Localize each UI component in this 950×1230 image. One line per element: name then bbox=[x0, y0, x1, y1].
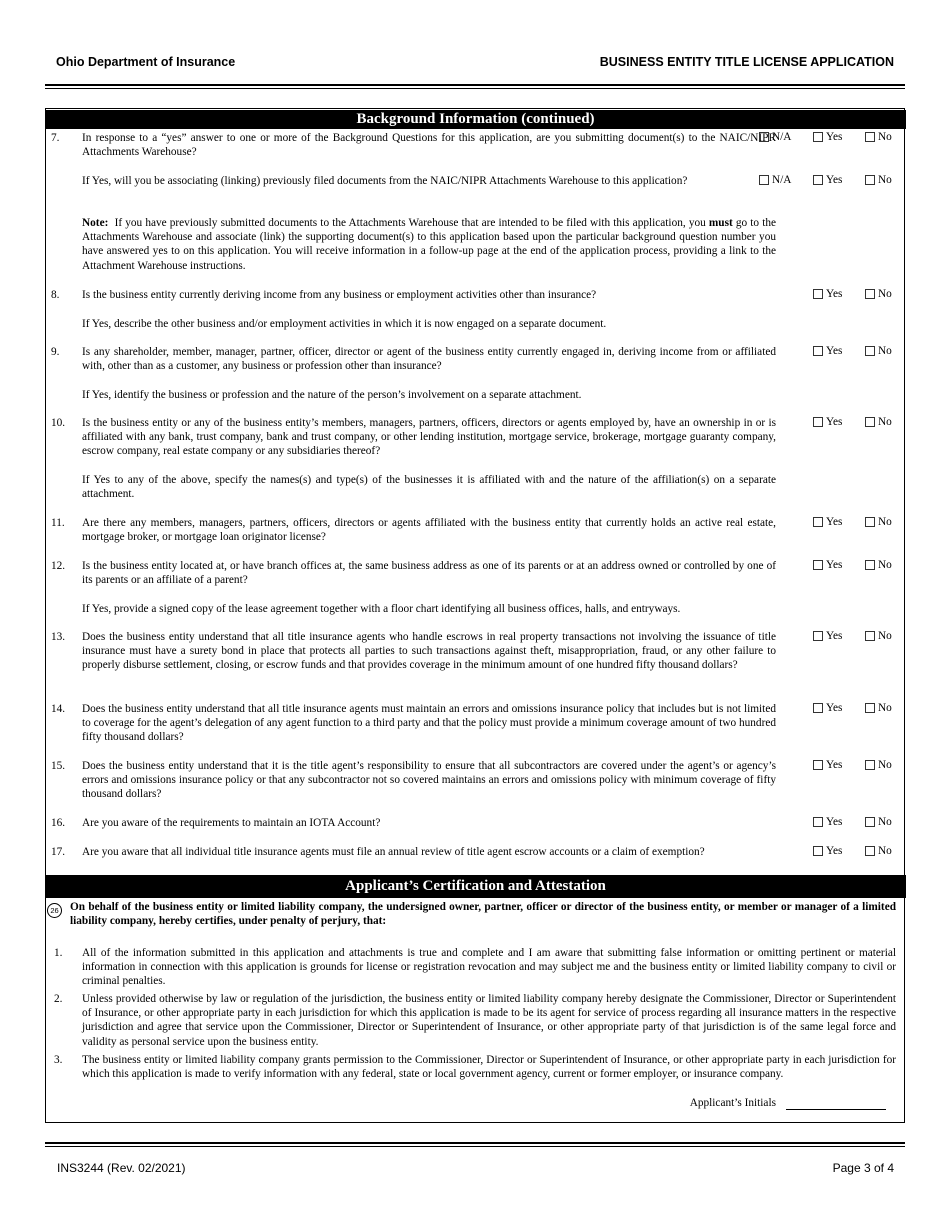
checkbox-no[interactable] bbox=[865, 345, 892, 357]
checkbox-yes[interactable] bbox=[813, 345, 842, 357]
question-text: Is the business entity currently deriving income from any business or employment activities other than insurance? bbox=[82, 289, 597, 301]
checkbox-label: Yes bbox=[826, 759, 843, 771]
checkbox-box[interactable] bbox=[813, 289, 823, 299]
checkbox-box[interactable] bbox=[759, 175, 769, 185]
question-text: Are you aware that all individual title insurance agents must file an annual review of title agent escrow accounts or a claim of exemption? bbox=[82, 846, 705, 858]
question-number: 9. bbox=[51, 346, 60, 358]
checkbox-box[interactable] bbox=[813, 817, 823, 827]
checkbox-yes[interactable] bbox=[813, 816, 842, 828]
checkbox-label: No bbox=[878, 345, 892, 357]
checkbox-yes[interactable] bbox=[813, 288, 842, 300]
question-number: 17. bbox=[51, 846, 66, 858]
checkbox-label: Yes bbox=[826, 630, 843, 642]
checkbox-box[interactable] bbox=[813, 560, 823, 570]
section-title-certification: Applicant’s Certification and Attestation bbox=[45, 875, 906, 898]
checkbox-label: No bbox=[878, 630, 892, 642]
question-followup: If Yes, provide a signed copy of the lease agreement together with a floor chart identifying all business offices, halls, and entryways. bbox=[82, 603, 681, 615]
checkbox-box[interactable] bbox=[813, 132, 823, 142]
checkbox-box[interactable] bbox=[813, 703, 823, 713]
footer-page-number: Page 3 of 4 bbox=[832, 1161, 894, 1175]
checkbox-na[interactable] bbox=[759, 174, 791, 186]
question-text: Is the business entity located at, or have branch offices at, the same business address as one of its parents or at an address owned or controlled by one of its parents or an affiliate of a parent? bbox=[82, 560, 776, 587]
checkbox-label: Yes bbox=[826, 131, 843, 143]
checkbox-box[interactable] bbox=[813, 175, 823, 185]
checkbox-box[interactable] bbox=[865, 175, 875, 185]
checkbox-no[interactable] bbox=[865, 174, 892, 186]
checkbox-na[interactable] bbox=[759, 131, 791, 143]
checkbox-yes[interactable] bbox=[813, 702, 842, 714]
checkbox-label: No bbox=[878, 516, 892, 528]
checkbox-box[interactable] bbox=[865, 346, 875, 356]
checkbox-yes[interactable] bbox=[813, 416, 842, 428]
note-text-post: go to the Attachments Warehouse and associate (link) the supporting document(s) to this application based upon the particular background question number you have answered yes to on this application. You will receive information in a follow-up page at the end of the application process, providing a link to the Attachment Warehouse instructions. bbox=[82, 217, 776, 272]
checkbox-box[interactable] bbox=[813, 631, 823, 641]
checkbox-no[interactable] bbox=[865, 516, 892, 528]
question-number: 10. bbox=[51, 417, 66, 429]
checkbox-label: No bbox=[878, 174, 892, 186]
checkbox-box[interactable] bbox=[865, 631, 875, 641]
checkbox-label: No bbox=[878, 816, 892, 828]
attestation-text: All of the information submitted in this application and attachments is true and complete and I am aware that submitting false information or omitting pertinent or material information in connection with this application is grounds for license or registration revocation and may subject me and the business entity or limited liability company to civil or criminal penalties. bbox=[82, 947, 896, 988]
question-text: Are you aware of the requirements to maintain an IOTA Account? bbox=[82, 817, 381, 829]
checkbox-label: No bbox=[878, 845, 892, 857]
section-title-background: Background Information (continued) bbox=[45, 110, 906, 129]
checkbox-label: N/A bbox=[772, 131, 792, 143]
question-number: 14. bbox=[51, 703, 66, 715]
question-followup: If Yes to any of the above, specify the names(s) and type(s) of the businesses it is affiliated with and the nature of the affiliation(s) on a separate attachment. bbox=[82, 474, 776, 501]
checkbox-label: No bbox=[878, 559, 892, 571]
checkbox-box[interactable] bbox=[865, 132, 875, 142]
question-followup: If Yes, describe the other business and/or employment activities in which it is now engaged on a separate document. bbox=[82, 318, 607, 330]
header-rule bbox=[45, 84, 905, 89]
initials-field[interactable] bbox=[786, 1109, 886, 1110]
checkbox-no[interactable] bbox=[865, 759, 892, 771]
attestation-number: 1. bbox=[54, 947, 63, 959]
checkbox-box[interactable] bbox=[813, 417, 823, 427]
question-text: Does the business entity understand that all title insurance agents must maintain an errors and omissions insurance policy that includes but is not limited to coverage for the agent’s delegation of any agent function to a third party and that the policy must provide a minimum coverage amount of two hundred fifty thousand dollars? bbox=[82, 703, 776, 744]
checkbox-no[interactable] bbox=[865, 559, 892, 571]
question-text: In response to a “yes” answer to one or more of the Background Questions for this application, are you submitting document(s) to the NAIC/NIPR Attachments Warehouse? bbox=[82, 132, 776, 159]
checkbox-no[interactable] bbox=[865, 288, 892, 300]
question-number: 8. bbox=[51, 289, 60, 301]
checkbox-no[interactable] bbox=[865, 630, 892, 642]
question-number: 11. bbox=[51, 517, 65, 529]
question-number: 13. bbox=[51, 631, 66, 643]
checkbox-label: Yes bbox=[826, 702, 843, 714]
checkbox-label: Yes bbox=[826, 845, 843, 857]
checkbox-no[interactable] bbox=[865, 131, 892, 143]
checkbox-label: Yes bbox=[826, 288, 843, 300]
question-number: 12. bbox=[51, 560, 66, 572]
question-number: 7. bbox=[51, 132, 60, 144]
checkbox-box[interactable] bbox=[865, 703, 875, 713]
checkbox-box[interactable] bbox=[813, 346, 823, 356]
checkbox-label: Yes bbox=[826, 559, 843, 571]
checkbox-yes[interactable] bbox=[813, 174, 842, 186]
checkbox-no[interactable] bbox=[865, 845, 892, 857]
checkbox-box[interactable] bbox=[813, 846, 823, 856]
attestation-number: 3. bbox=[54, 1054, 63, 1066]
checkbox-no[interactable] bbox=[865, 816, 892, 828]
checkbox-yes[interactable] bbox=[813, 516, 842, 528]
checkbox-label: Yes bbox=[826, 816, 843, 828]
note-label: Note: bbox=[82, 217, 109, 229]
question-text: Does the business entity understand that all title insurance agents who handle escrows in real property transactions not involving the issuance of title insurance must have a surety bond in place that protects all parties to such transactions against theft, misappropriation, fraud, or any other failure to properly disburse settlement, closing, or escrow funds and that provides coverage in the minimum amount of one hundred fifty thousand dollars? bbox=[82, 631, 776, 672]
initials-label: Applicant’s Initials bbox=[689, 1097, 776, 1109]
footer-rule bbox=[45, 1142, 905, 1147]
checkbox-yes[interactable] bbox=[813, 845, 842, 857]
checkbox-label: No bbox=[878, 131, 892, 143]
checkbox-box[interactable] bbox=[813, 760, 823, 770]
question-text: If Yes, will you be associating (linking) previously filed documents from the NAIC/NIPR Attachments Warehouse to this application? bbox=[82, 175, 688, 187]
attestation-text: Unless provided otherwise by law or regulation of the jurisdiction, the business entity or limited liability company hereby designate the Commissioner, Director or Superintendent of Insurance, or other appropriate party in each jurisdiction for which this application is made to be its agent for service of process regarding all insurance matters in the respective jurisdiction and agree that service upon the Commissioner, Director or Superintendent of Insurance, or other appropriate party of that jurisdiction is of the same legal force and validity as personal service upon the business entity. bbox=[82, 993, 896, 1048]
checkbox-box[interactable] bbox=[865, 817, 875, 827]
header-agency: Ohio Department of Insurance bbox=[56, 55, 236, 69]
checkbox-label: Yes bbox=[826, 416, 843, 428]
header-form-title: BUSINESS ENTITY TITLE LICENSE APPLICATION bbox=[599, 55, 894, 69]
item-number-marker: 26 bbox=[47, 903, 62, 918]
checkbox-yes[interactable] bbox=[813, 131, 842, 143]
checkbox-box[interactable] bbox=[865, 846, 875, 856]
question-text: Are there any members, managers, partners, officers, directors or agents affiliated with the business entity that currently holds an active real estate, mortgage broker, or mortgage loan originator license? bbox=[82, 517, 776, 544]
question-text: Is the business entity or any of the business entity’s members, managers, partners, officers, directors or agents employed by, have an ownership in or is affiliated with any bank, trust company, bank and trust company, or other lending institution, mortgage service, brokerage, mortgage guaranty company, escrow company, real estate company or any subsidiaries thereof? bbox=[82, 417, 776, 458]
note-must: must bbox=[708, 217, 733, 229]
checkbox-yes[interactable] bbox=[813, 630, 842, 642]
attestation-text: The business entity or limited liability company grants permission to the Commissioner, Director or Superintendent of Insurance, or other appropriate party in each jurisdiction for which this application is made to verify information with any federal, state or local government agency, current or former employer, or insurance company. bbox=[82, 1054, 896, 1081]
checkbox-box[interactable] bbox=[759, 132, 769, 142]
question-text: Does the business entity understand that it is the title agent’s responsibility to ensure that all subcontractors are covered under the agent’s or agency’s errors and omissions insurance policy or that any subcontractor not so covered maintains an errors and omissions policy with minimum coverage of fifty thousand dollars? bbox=[82, 760, 776, 801]
checkbox-label: No bbox=[878, 702, 892, 714]
question-followup: If Yes, identify the business or profession and the nature of the person’s involvement on a separate attachment. bbox=[82, 389, 582, 401]
question-number: 16. bbox=[51, 817, 66, 829]
note-paragraph bbox=[82, 216, 776, 273]
checkbox-label: N/A bbox=[772, 174, 792, 186]
attestation-number: 2. bbox=[54, 993, 63, 1005]
checkbox-box[interactable] bbox=[865, 289, 875, 299]
question-text: Is any shareholder, member, manager, partner, officer, director or agent of the business entity currently engaged in, deriving income from or affiliated with, other than as a customer, any business or profession other than insurance? bbox=[82, 346, 776, 373]
checkbox-label: Yes bbox=[826, 174, 843, 186]
note-text-pre: If you have previously submitted documents to the Attachments Warehouse that are intended to be filed with this application, you bbox=[114, 217, 706, 229]
question-number: 15. bbox=[51, 760, 66, 772]
checkbox-label: No bbox=[878, 288, 892, 300]
checkbox-box[interactable] bbox=[865, 760, 875, 770]
checkbox-yes[interactable] bbox=[813, 759, 842, 771]
checkbox-label: No bbox=[878, 416, 892, 428]
checkbox-no[interactable] bbox=[865, 416, 892, 428]
checkbox-label: Yes bbox=[826, 345, 843, 357]
checkbox-box[interactable] bbox=[813, 517, 823, 527]
checkbox-box[interactable] bbox=[865, 517, 875, 527]
checkbox-box[interactable] bbox=[865, 560, 875, 570]
checkbox-box[interactable] bbox=[865, 417, 875, 427]
checkbox-label: No bbox=[878, 759, 892, 771]
checkbox-label: Yes bbox=[826, 516, 843, 528]
checkbox-yes[interactable] bbox=[813, 559, 842, 571]
checkbox-no[interactable] bbox=[865, 702, 892, 714]
footer-form-id: INS3244 (Rev. 02/2021) bbox=[57, 1161, 186, 1175]
attestation-intro: On behalf of the business entity or limited liability company, the undersigned owner, partner, officer or director of the business entity, or member or manager of a limited liability company, hereby certifies, under penalty of perjury, that: bbox=[70, 901, 896, 928]
